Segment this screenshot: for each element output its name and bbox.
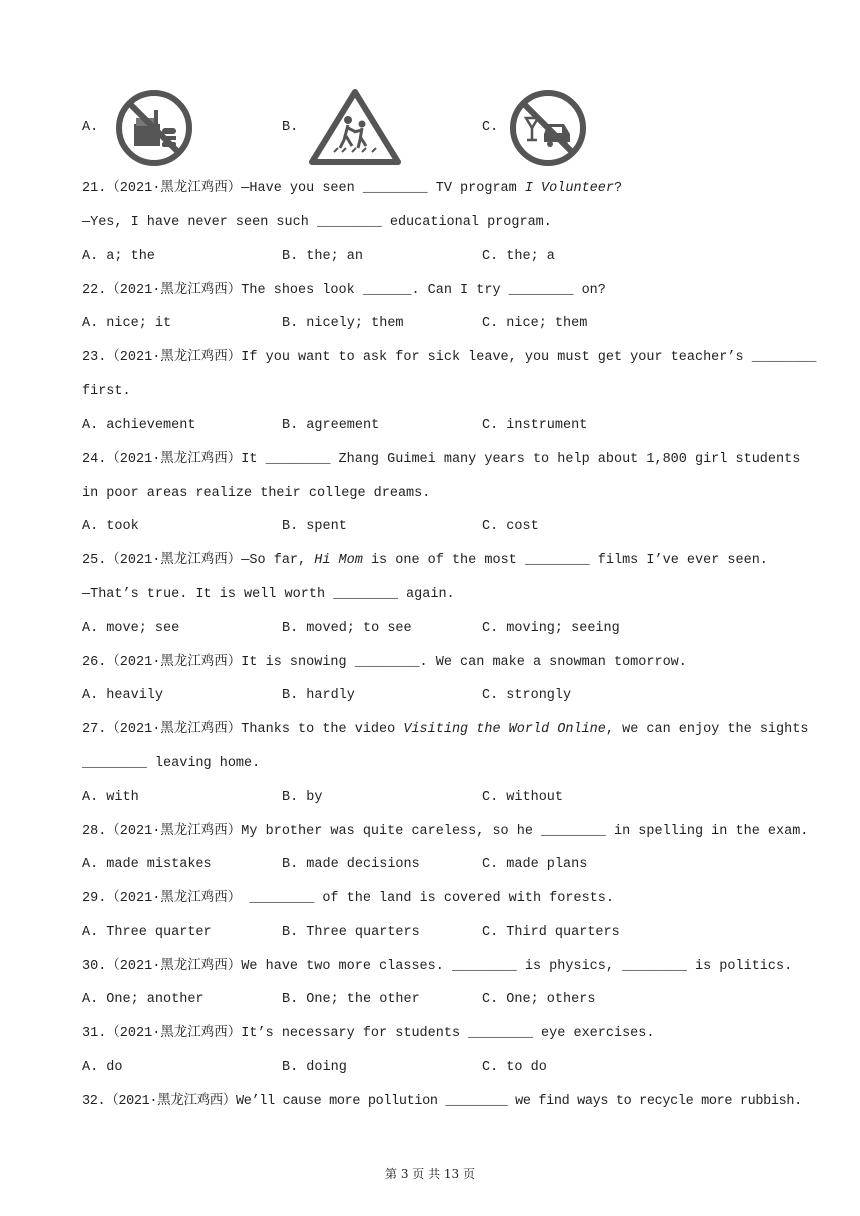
question-23-stem: 23.（2021·黑龙江鸡西）If you want to ask for sick leave, you must get your teacher’s ________ [82, 350, 817, 365]
video-title: Visiting the World Online [403, 722, 606, 737]
sign-options-row [82, 88, 802, 170]
program-title: I Volunteer [524, 181, 614, 196]
question-21-stem-line2: —Yes, I have never seen such ________ educational program. [82, 215, 552, 230]
question-29-stem: 29.（2021·黑龙江鸡西） ________ of the land is covered with forests. [82, 891, 614, 906]
question-23-stem-line2: first. [82, 384, 131, 399]
question-27-stem: 27.（2021·黑龙江鸡西）Thanks to the video Visiting the World Online, we can enjoy the sights [82, 722, 809, 737]
film-title: Hi Mom [314, 553, 363, 568]
option-c[interactable]: C. without [482, 790, 564, 805]
question-26-options [82, 687, 802, 705]
option-c[interactable]: C. made plans [482, 857, 588, 872]
option-c[interactable]: C. the; a [482, 249, 555, 264]
option-a[interactable]: A. achievement [82, 418, 196, 433]
question-25-stem: 25.（2021·黑龙江鸡西）—So far, Hi Mom is one of the most ________ films I’ve ever seen. [82, 553, 768, 568]
option-c[interactable]: C. cost [482, 519, 539, 534]
question-27-options [82, 789, 802, 807]
question-25-options [82, 620, 802, 638]
option-b[interactable]: B. spent [282, 519, 347, 534]
option-c[interactable]: C. strongly [482, 688, 572, 703]
option-a[interactable]: A. a; the [82, 249, 155, 264]
sign-option-b-label: B. [282, 120, 299, 135]
option-b[interactable]: B. nicely; them [282, 316, 404, 331]
option-b[interactable]: B. by [282, 790, 323, 805]
question-23-options [82, 417, 802, 435]
option-b[interactable]: B. One; the other [282, 992, 420, 1007]
option-c[interactable]: C. Third quarters [482, 925, 620, 940]
school-crossing-icon [308, 88, 402, 166]
question-28-stem: 28.（2021·黑龙江鸡西）My brother was quite careless, so he ________ in spelling in the exam. [82, 824, 809, 839]
option-c[interactable]: C. moving; seeing [482, 621, 620, 636]
option-b[interactable]: B. moved; to see [282, 621, 412, 636]
question-24-stem: 24.（2021·黑龙江鸡西）It ________ Zhang Guimei many years to help about 1,800 girl students [82, 452, 801, 467]
question-29-options [82, 924, 802, 942]
sign-option-c-label: C. [482, 120, 499, 135]
option-a[interactable]: A. took [82, 519, 139, 534]
no-drink-driving-icon [508, 88, 588, 168]
option-b[interactable]: B. made decisions [282, 857, 420, 872]
option-b[interactable]: B. agreement [282, 418, 380, 433]
question-31-options [82, 1059, 802, 1077]
option-b[interactable]: B. the; an [282, 249, 364, 264]
question-32-stem: 32.（2021·黑龙江鸡西）We’ll cause more pollution ________ we find ways to recycle more rubbish. [82, 1094, 802, 1109]
option-a[interactable]: A. move; see [82, 621, 180, 636]
question-31-stem: 31.（2021·黑龙江鸡西）It’s necessary for students ________ eye exercises. [82, 1026, 655, 1041]
question-26-stem: 26.（2021·黑龙江鸡西）It is snowing ________. We can make a snowman tomorrow. [82, 655, 687, 670]
question-22-options [82, 315, 802, 333]
question-21-options [82, 248, 802, 266]
option-b[interactable]: B. doing [282, 1060, 347, 1075]
option-a[interactable]: A. nice; it [82, 316, 172, 331]
question-28-options [82, 856, 802, 874]
option-c[interactable]: C. nice; them [482, 316, 588, 331]
question-27-stem-line2: ________ leaving home. [82, 756, 261, 771]
question-24-options [82, 518, 802, 536]
option-a[interactable]: A. heavily [82, 688, 164, 703]
option-a[interactable]: A. do [82, 1060, 123, 1075]
question-21-stem: 21.（2021·黑龙江鸡西）—Have you seen ________ TV program I Volunteer? [82, 181, 623, 196]
option-a[interactable]: A. Three quarter [82, 925, 212, 940]
question-30-stem: 30.（2021·黑龙江鸡西）We have two more classes. ________ is physics, ________ is politics. [82, 959, 793, 974]
option-a[interactable]: A. made mistakes [82, 857, 212, 872]
option-a[interactable]: A. with [82, 790, 139, 805]
option-a[interactable]: A. One; another [82, 992, 204, 1007]
page-footer: 第 3 页 共 13 页 [385, 1167, 475, 1181]
no-food-icon [114, 88, 194, 168]
question-24-stem-line2: in poor areas realize their college dreams. [82, 486, 431, 501]
sign-option-a-label: A. [82, 120, 99, 135]
question-25-stem-line2: —That’s true. It is well worth ________ again. [82, 587, 455, 602]
option-c[interactable]: C. One; others [482, 992, 596, 1007]
option-c[interactable]: C. to do [482, 1060, 547, 1075]
question-30-options [82, 991, 802, 1009]
option-c[interactable]: C. instrument [482, 418, 588, 433]
question-22-stem: 22.（2021·黑龙江鸡西）The shoes look ______. Can I try ________ on? [82, 283, 606, 298]
option-b[interactable]: B. Three quarters [282, 925, 420, 940]
option-b[interactable]: B. hardly [282, 688, 355, 703]
